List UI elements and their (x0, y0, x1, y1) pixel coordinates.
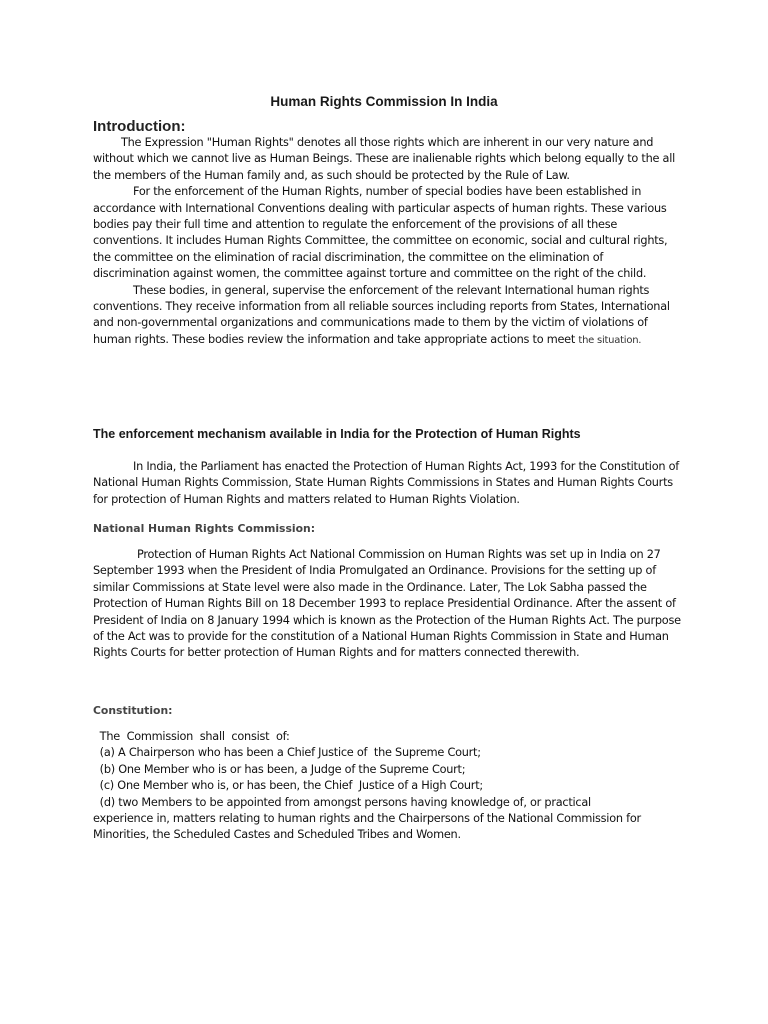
enforcement-body (93, 459, 683, 508)
document-title: Human Rights Commission In India (270, 94, 498, 109)
introduction-paragraph-3: These bodies, in general, supervise the enforcement of the relevant International human rights conventions. They receive information from all reliable sources including reports from States, International and non-governmental organizations and communications made to them by the victim of violations of human rights. These bodies review the information and take appropriate actions to meet the situation. (93, 283, 670, 346)
nhrc-paragraph: Protection of Human Rights Act National Commission on Human Rights was set up in India on 27 September 1993 when the President of India Promulgated an Ordinance. Provisions for the setting up of similar Commissions at State level were also made in the Ordinance. Later, The Lok Sabha passed the Protection of Human Rights Bill on 18 December 1993 to replace Presidential Ordinance. After the assent of President of India on 8 January 1994 which is known as the Protection of the Human Rights Act. The purpose of the Act was to provide for the constitution of a National Human Rights Commission in State and Human Rights Courts for better protection of Human Rights and for matters connected therewith. (93, 548, 681, 660)
constitution-line-d-continued-1: experience in, matters relating to human rights and the Chairpersons of the National Commission for (93, 812, 641, 826)
constitution-line-a: (a) A Chairperson who has been a Chief Justice of the Supreme Court; (93, 746, 481, 760)
introduction-body (93, 135, 683, 349)
constitution-line-b: (b) One Member who is or has been, a Judge of the Supreme Court; (93, 762, 466, 776)
constitution-line-c: (c) One Member who is, or has been, the Chief Justice of a High Court; (93, 779, 483, 793)
nhrc-heading: National Human Rights Commission: (93, 522, 316, 535)
enforcement-heading: The enforcement mechanism available in India for the Protection of Human Rights (93, 427, 581, 441)
enforcement-paragraph: In India, the Parliament has enacted the Protection of Human Rights Act, 1993 for the Constitution of National Human Rights Commission, State Human Rights Commissions in States and Human Rights Courts for protection of Human Rights and matters related to Human Rights Violation. (93, 460, 679, 506)
introduction-paragraph-2: For the enforcement of the Human Rights, number of special bodies have been established in accordance with International Conventions dealing with particular aspects of human rights. These various bodies pay their full time and attention to regulate the enforcement of the provisions of all these conventions. It includes Human Rights Committee, the committee on economic, social and cultural rights, the committee on the elimination of racial discrimination, the committee on the elimination of discrimination against women, the committee against torture and committee on the right of the child. (93, 185, 668, 281)
nhrc-body (93, 547, 683, 662)
introduction-heading: Introduction: (93, 118, 186, 135)
introduction-tail-text: the situation. (578, 334, 642, 346)
introduction-paragraph-1: The Expression "Human Rights" denotes all those rights which are inherent in our very nature and without which we cannot live as Human Beings. These are inalienable rights which belong equally to the all the members of the Human family and, as such should be protected by the Rule of Law. (93, 136, 676, 182)
constitution-line-intro: The Commission shall consist of: (93, 730, 290, 743)
constitution-list (93, 729, 683, 844)
constitution-line-d-continued-2: Minorities, the Scheduled Castes and Scheduled Tribes and Women. (93, 828, 461, 842)
constitution-heading: Constitution: (93, 704, 173, 717)
constitution-line-d: (d) two Members to be appointed from amongst persons having knowledge of, or practical (93, 795, 591, 809)
